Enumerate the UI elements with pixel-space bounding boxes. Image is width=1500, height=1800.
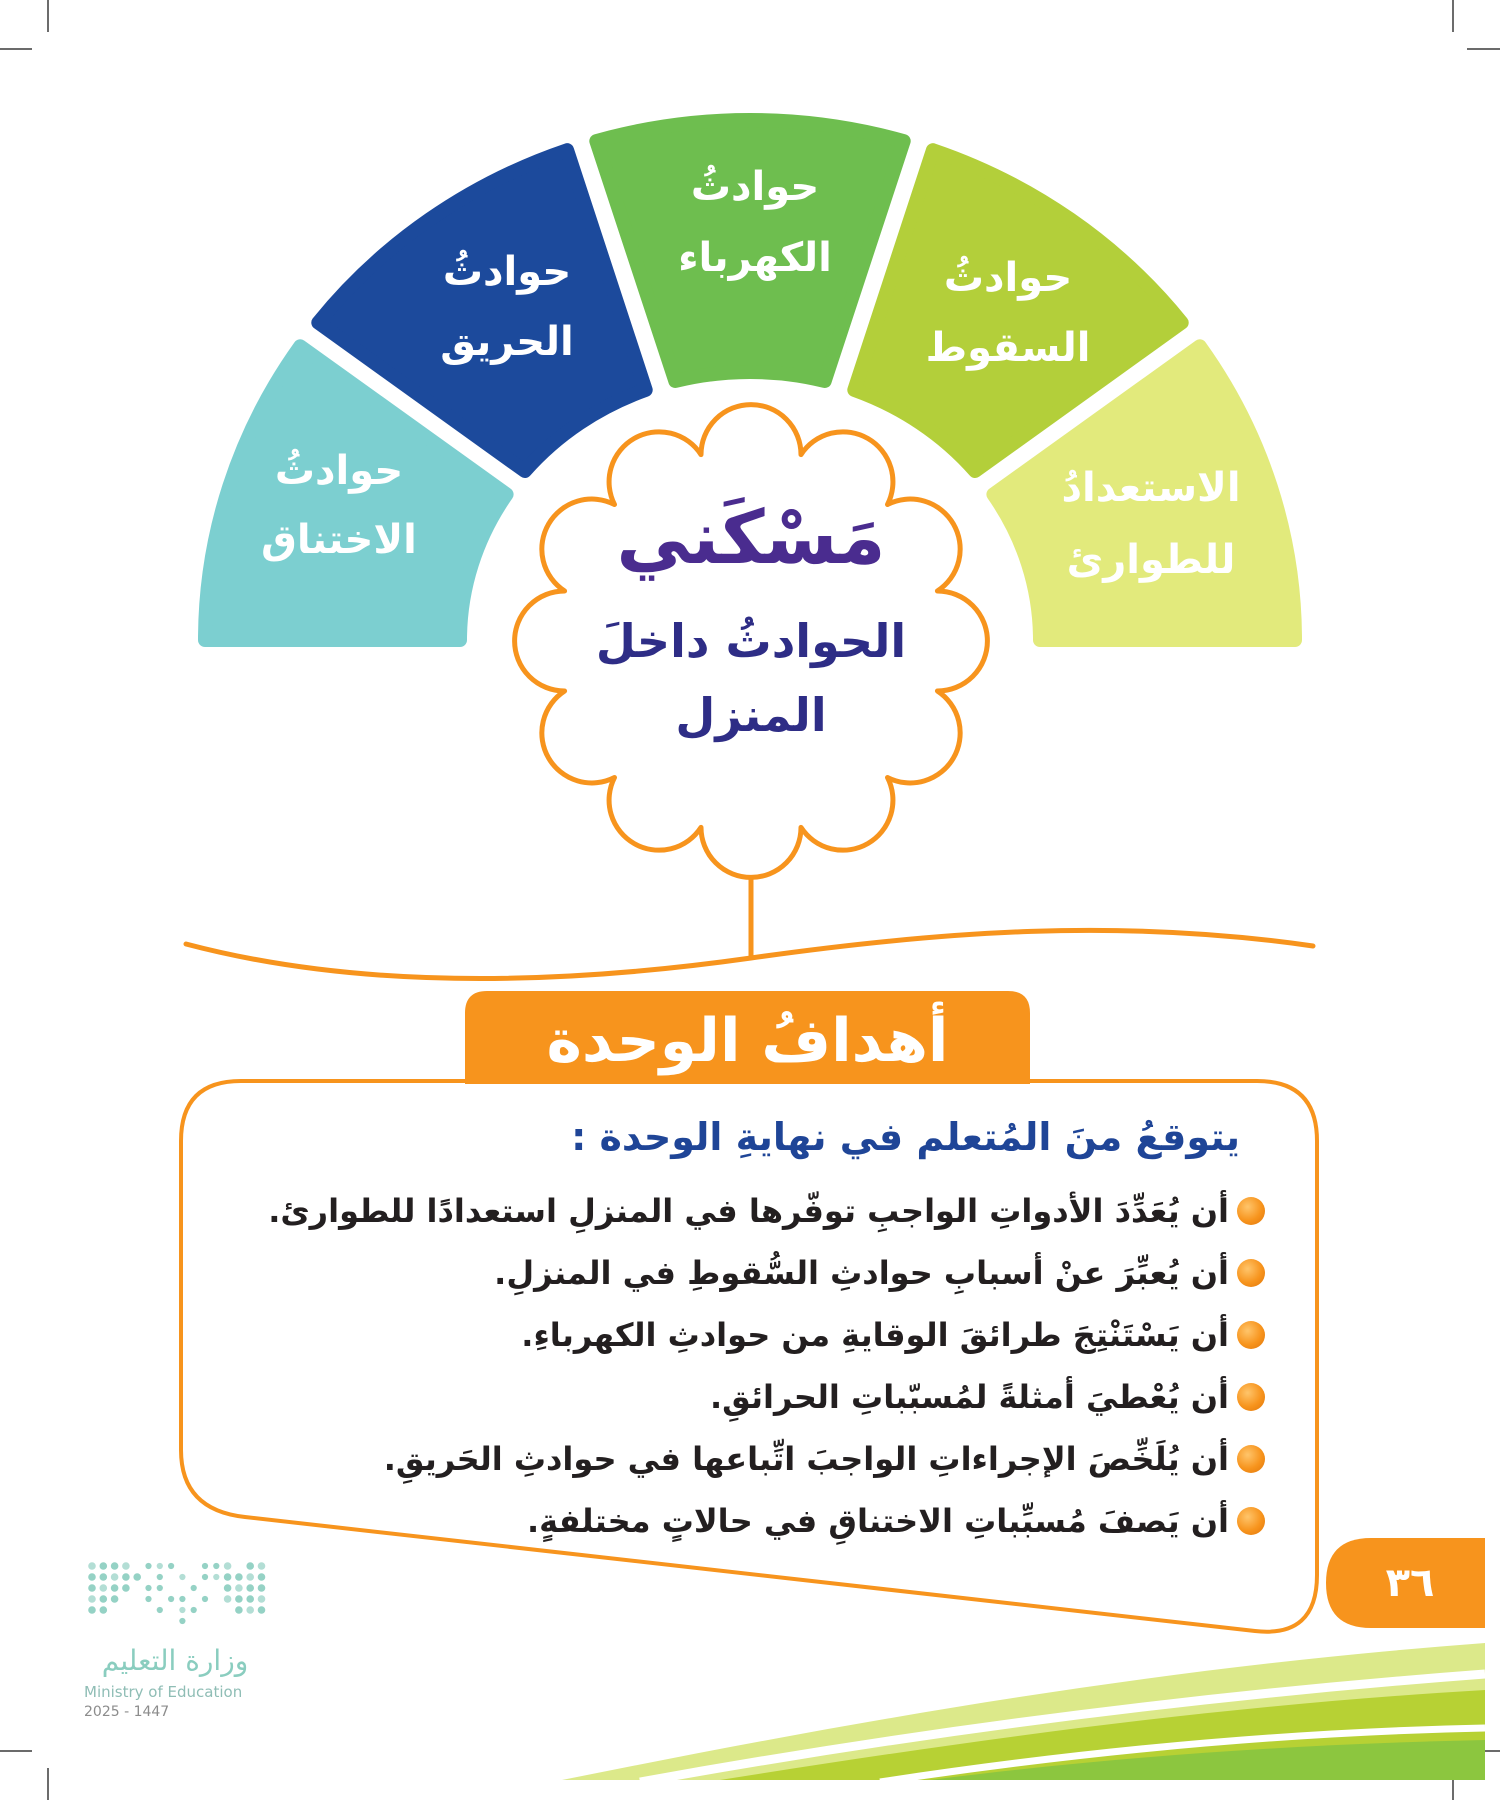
logo-dot bbox=[157, 1585, 163, 1591]
objectives-intro: يتوقعُ منَ المُتعلم في نهايةِ الوحدة : bbox=[571, 1115, 1240, 1159]
bullet-icon bbox=[1237, 1507, 1265, 1535]
logo-dot bbox=[235, 1595, 243, 1603]
logo-dot bbox=[224, 1562, 232, 1570]
bullet-icon bbox=[1237, 1321, 1265, 1349]
logo-dot bbox=[235, 1584, 243, 1592]
bullet-icon bbox=[1237, 1383, 1265, 1411]
ministry-name-arabic: وزارة التعليم bbox=[101, 1644, 249, 1677]
logo-dot bbox=[246, 1562, 254, 1570]
bullet-icon bbox=[1237, 1197, 1265, 1225]
unit-subtitle-line1: الحوادثُ داخلَ bbox=[595, 614, 907, 668]
logo-dot bbox=[258, 1595, 266, 1603]
logo-dot bbox=[100, 1606, 108, 1614]
logo-dot bbox=[157, 1607, 163, 1613]
logo-dot bbox=[157, 1574, 163, 1580]
logo-dot bbox=[235, 1606, 243, 1614]
objective-text: أن يُعَدِّدَ الأدواتِ الواجبِ توفّرها في المنزلِ استعدادًا للطوارئ. bbox=[268, 1192, 1229, 1230]
logo-dot bbox=[88, 1562, 96, 1570]
bullet-icon bbox=[1237, 1259, 1265, 1287]
fan-label-falls-line1: حوادثُ bbox=[943, 255, 1073, 301]
logo-dot bbox=[202, 1563, 208, 1569]
logo-dot bbox=[168, 1563, 174, 1569]
ministry-years: 2025 - 1447 bbox=[84, 1704, 170, 1720]
logo-dot bbox=[235, 1573, 243, 1581]
logo-dot bbox=[246, 1584, 254, 1592]
logo-dot bbox=[246, 1573, 254, 1581]
logo-dot bbox=[179, 1574, 185, 1580]
fan-label-electricity-line2: الكهرباء bbox=[678, 235, 832, 281]
fan-label-readiness-line1: الاستعدادُ bbox=[1061, 465, 1241, 511]
ministry-name-english: Ministry of Education bbox=[84, 1683, 243, 1701]
logo-dot bbox=[202, 1596, 208, 1602]
objective-text: أن يَصفَ مُسبِّباتِ الاختناقِ في حالاتٍ مختلفةٍ. bbox=[526, 1502, 1229, 1540]
logo-dot bbox=[100, 1562, 108, 1570]
objective-text: أن يُلَخِّصَ الإجراءاتِ الواجبَ اتِّباعها في حوادثِ الحَريقِ. bbox=[383, 1440, 1229, 1478]
logo-dot bbox=[88, 1595, 96, 1603]
logo-dot bbox=[168, 1596, 174, 1602]
logo-dot bbox=[224, 1595, 232, 1603]
logo-dot bbox=[179, 1618, 185, 1624]
page-number: ٣٦ bbox=[1385, 1560, 1435, 1606]
objective-text: أن يُعْطيَ أمثلةً لمُسبّباتِ الحرائقِ. bbox=[709, 1378, 1229, 1416]
fan-label-fire-line2: الحريق bbox=[440, 319, 574, 365]
list-item bbox=[225, 1180, 1265, 1242]
logo-dot bbox=[224, 1584, 232, 1592]
logo-dot bbox=[100, 1584, 108, 1592]
logo-dot bbox=[111, 1595, 119, 1603]
logo-dot bbox=[145, 1563, 151, 1569]
logo-dot bbox=[122, 1584, 130, 1592]
logo-dot bbox=[88, 1606, 96, 1614]
logo-dot bbox=[100, 1573, 108, 1581]
list-item bbox=[225, 1428, 1265, 1490]
logo-dot bbox=[122, 1573, 130, 1581]
logo-dot bbox=[133, 1573, 141, 1581]
fan-label-suffocation-line2: الاختناق bbox=[261, 517, 417, 563]
logo-dot bbox=[88, 1573, 96, 1581]
logo-dot bbox=[157, 1563, 163, 1569]
logo-dot bbox=[202, 1574, 208, 1580]
logo-dot bbox=[224, 1573, 232, 1581]
bullet-icon bbox=[1237, 1445, 1265, 1473]
fan-label-falls-line2: السقوط bbox=[925, 325, 1091, 371]
logo-dot bbox=[191, 1607, 197, 1613]
list-item bbox=[225, 1366, 1265, 1428]
ministry-logo-dots bbox=[88, 1562, 265, 1624]
unit-subtitle-line2: المنزل bbox=[675, 688, 827, 742]
objective-text: أن يُعبِّرَ عنْ أسبابِ حوادثِ السُّقوطِ في المنزلِ. bbox=[494, 1254, 1229, 1292]
logo-dot bbox=[145, 1596, 151, 1602]
logo-dot bbox=[246, 1606, 254, 1614]
logo-dot bbox=[191, 1585, 197, 1591]
fan-label-fire-line1: حوادثُ bbox=[442, 249, 572, 295]
list-item bbox=[225, 1242, 1265, 1304]
unit-title: مَسْكَني bbox=[616, 495, 886, 581]
logo-dot bbox=[246, 1595, 254, 1603]
logo-dot bbox=[258, 1584, 266, 1592]
logo-dot bbox=[111, 1562, 119, 1570]
objectives-tab-title: أهدافُ الوحدة bbox=[546, 1006, 949, 1076]
fan-label-suffocation-line1: حوادثُ bbox=[274, 448, 404, 494]
objective-text: أن يَسْتَنْتِجَ طرائقَ الوقايةِ من حوادثِ الكهرباءِ. bbox=[521, 1316, 1229, 1354]
logo-dot bbox=[111, 1584, 119, 1592]
logo-dot bbox=[111, 1573, 119, 1581]
logo-dot bbox=[145, 1585, 151, 1591]
objectives-list bbox=[225, 1180, 1265, 1552]
logo-dot bbox=[122, 1562, 130, 1570]
bottom-swoosh bbox=[562, 1643, 1485, 1782]
logo-dot bbox=[258, 1606, 266, 1614]
fan-label-electricity-line1: حوادثُ bbox=[690, 164, 820, 210]
logo-dot bbox=[258, 1562, 266, 1570]
logo-dot bbox=[213, 1563, 219, 1569]
logo-dot bbox=[88, 1584, 96, 1592]
list-item bbox=[225, 1490, 1265, 1552]
logo-dot bbox=[258, 1573, 266, 1581]
list-item bbox=[225, 1304, 1265, 1366]
logo-dot bbox=[100, 1595, 108, 1603]
logo-dot bbox=[213, 1574, 219, 1580]
logo-dot bbox=[179, 1607, 185, 1613]
logo-dot bbox=[179, 1596, 185, 1602]
fan-label-readiness-line2: للطوارئ bbox=[1066, 537, 1236, 583]
